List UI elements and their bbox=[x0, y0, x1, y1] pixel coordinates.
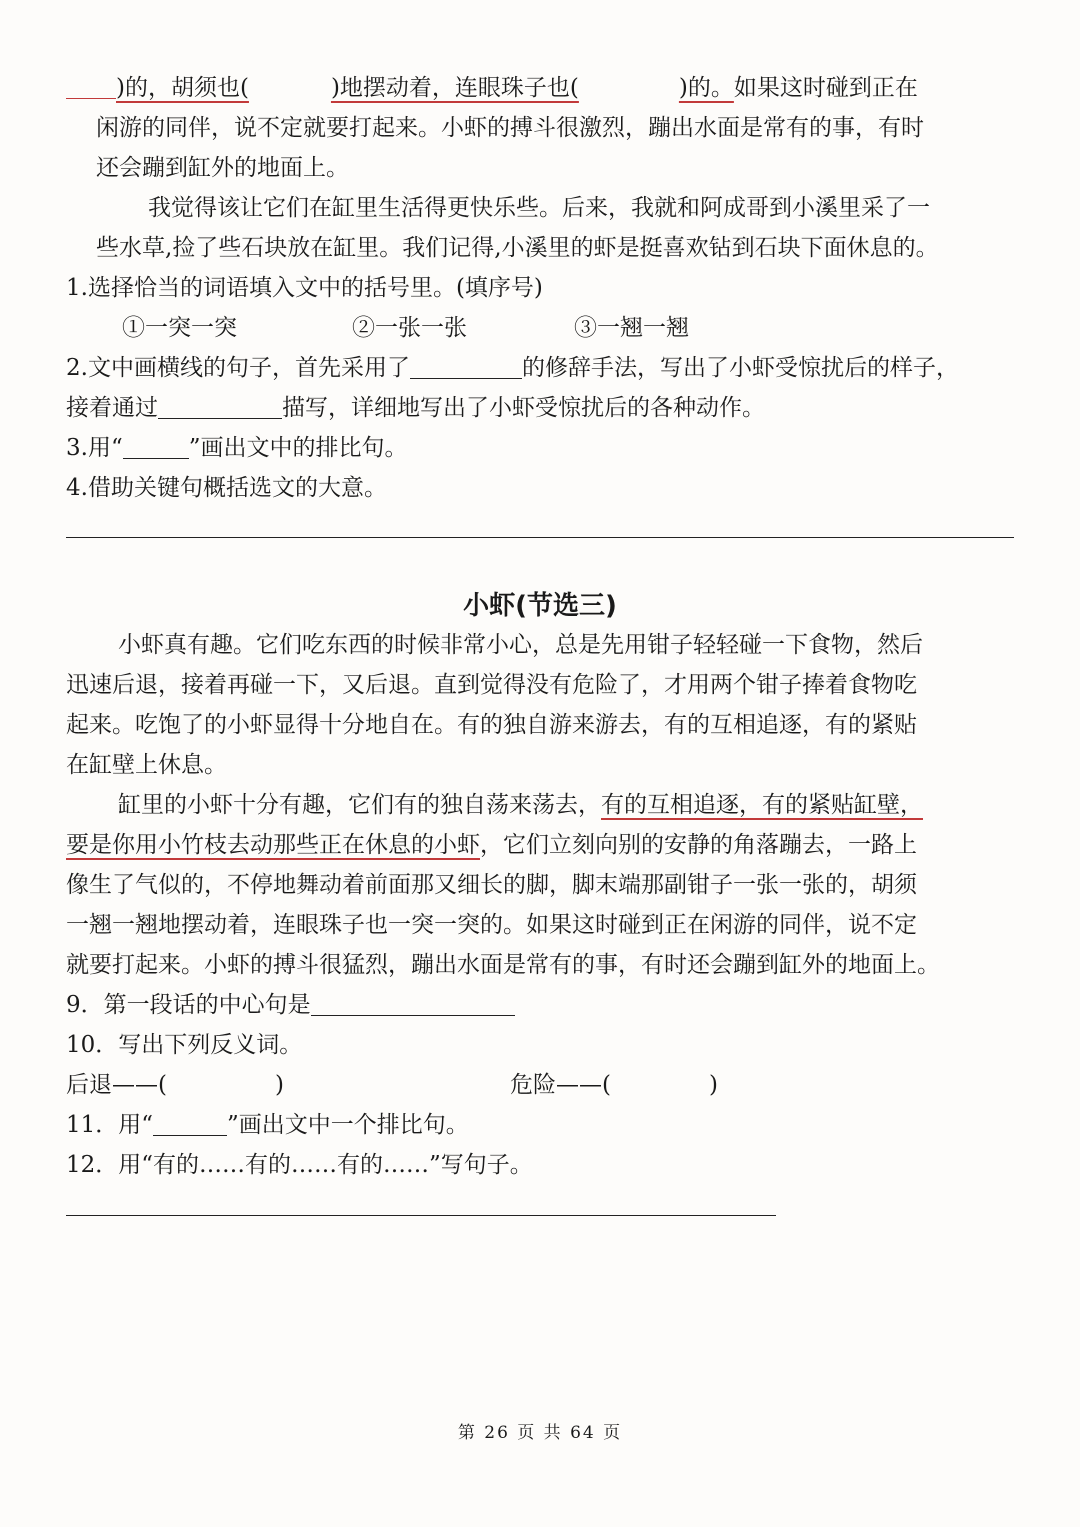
passage1-line-5: 些水草,捡了些石块放在缸里。我们记得,小溪里的虾是挺喜欢钻到石块下面休息的。 bbox=[96, 235, 939, 261]
passage1-line-2: 闲游的同伴，说不定就要打起来。小虾的搏斗很激烈，蹦出水面是常有的事，有时 bbox=[96, 115, 924, 141]
answer-blank[interactable] bbox=[158, 394, 282, 419]
underline-sample bbox=[153, 1111, 227, 1136]
passage2-para1-line-1: 小虾真有趣。它们吃东西的时候非常小心，总是先用钳子轻轻碰一下食物，然后 bbox=[118, 632, 923, 658]
passage2-para2-line-5: 就要打起来。小虾的搏斗很猛烈，蹦出水面是常有的事，有时还会蹦到缸外的地面上。 bbox=[66, 952, 940, 978]
passage2-para2-line-1: 缸里的小虾十分有趣，它们有的独自荡来荡去，有的互相追逐，有的紧贴缸壁， bbox=[118, 792, 923, 818]
passage2-para2-line-4: 一翘一翘地摆动着，连眼珠子也一突一突的。如果这时碰到正在闲游的同伴，说不定 bbox=[66, 912, 917, 938]
antonym-item-1: 后退——( ) bbox=[66, 1072, 284, 1098]
passage2-para1-line-2: 迅速后退，接着再碰一下，又后退。直到觉得没有危险了，才用两个钳子捧着食物吃 bbox=[66, 672, 917, 698]
passage2-para2-line-3: 像生了气似的，不停地舞动着前面那又细长的脚，脚末端那副钳子一张一张的，胡须 bbox=[66, 872, 917, 898]
section-title: 小虾(节选三) bbox=[463, 591, 617, 621]
question-1: 1.选择恰当的词语填入文中的括号里。(填序号) bbox=[66, 275, 543, 301]
question-12: 12．用“有的……有的……有的……”写句子。 bbox=[66, 1152, 533, 1178]
option-3: ③一翘一翘 bbox=[574, 315, 689, 341]
page-number: 第 26 页 共 64 页 bbox=[457, 1423, 623, 1443]
passage2-para1-line-4: 在缸壁上休息。 bbox=[66, 752, 227, 778]
question-2-line-1: 2.文中画横线的句子，首先采用了 的修辞手法，写出了小虾受惊扰后的样子， bbox=[66, 355, 959, 381]
answer-blank[interactable] bbox=[311, 991, 515, 1016]
option-1: ①一突一突 bbox=[122, 315, 237, 341]
answer-line[interactable] bbox=[66, 537, 1014, 538]
question-9: 9．第一段话的中心句是 bbox=[66, 985, 1020, 1025]
question-3: 3.用“ ”画出文中的排比句。 bbox=[66, 435, 408, 461]
antonym-item-2: 危险——( ) bbox=[510, 1072, 718, 1098]
passage1-line-4: 我觉得该让它们在缸里生活得更快乐些。后来，我就和阿成哥到小溪里采了一 bbox=[148, 195, 930, 221]
question-10: 10．写出下列反义词。 bbox=[66, 1032, 303, 1058]
passage2-para2-line-2: 要是你用小竹枝去动那些正在休息的小虾，它们立刻向别的安静的角落蹦去，一路上 bbox=[66, 832, 917, 858]
passage1-line-1: )的，胡须也( )地摆动着，连眼珠子也( )的。如果这时碰到正在 bbox=[66, 68, 1020, 108]
option-2: ②一张一张 bbox=[352, 315, 467, 341]
question-2-line-2: 接着通过 描写，详细地写出了小虾受惊扰后的各种动作。 bbox=[66, 395, 765, 421]
answer-blank[interactable] bbox=[410, 354, 522, 379]
underline-sample bbox=[123, 434, 189, 459]
blank bbox=[66, 74, 116, 99]
passage2-para1-line-3: 起来。吃饱了的小虾显得十分地自在。有的独自游来游去，有的互相追逐，有的紧贴 bbox=[66, 712, 917, 738]
question-4: 4.借助关键句概括选文的大意。 bbox=[66, 475, 387, 501]
passage1-line-3: 还会蹦到缸外的地面上。 bbox=[96, 155, 349, 181]
answer-line[interactable] bbox=[66, 1215, 776, 1216]
question-11: 11．用“ ”画出文中一个排比句。 bbox=[66, 1112, 469, 1138]
